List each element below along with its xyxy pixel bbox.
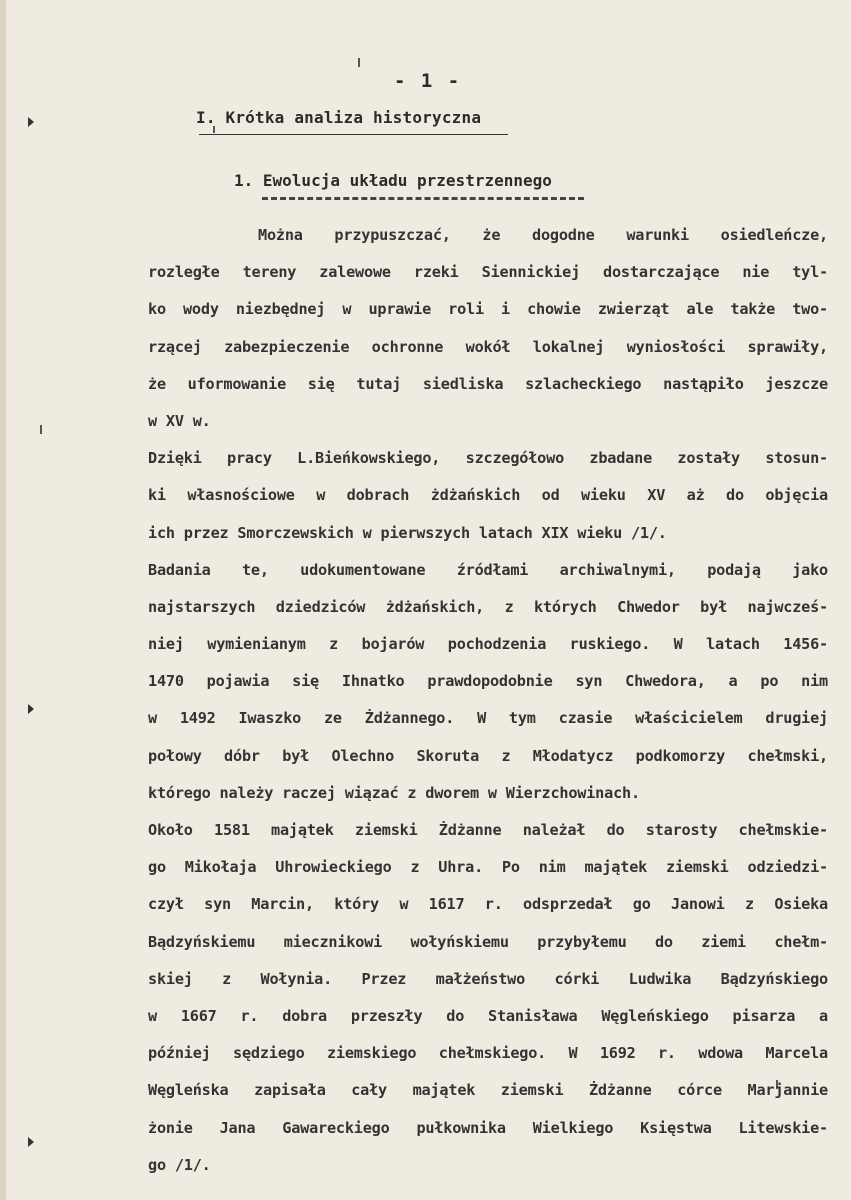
text-line: że uformowanie się tutaj siedliska szlacheckiego nastąpiło jeszcze <box>148 374 828 393</box>
text-line: w XV w. <box>148 411 211 430</box>
margin-mark <box>28 117 34 127</box>
text-line: go /1/. <box>148 1155 211 1174</box>
text-line: Można przypuszczać, że dogodne warunki osiedleńcze, <box>258 226 828 244</box>
text-line: połowy dóbr był Olechno Skoruta z Młodatycz podkomorzy chełmski, <box>148 746 828 765</box>
text-line: Węgleńska zapisała cały majątek ziemski Żdżanne córce Marjannie <box>148 1081 828 1100</box>
text-line: Około 1581 majątek ziemski Żdżanne należał do starosty chełmskie- <box>148 821 828 839</box>
margin-tick <box>213 126 215 133</box>
margin-tick <box>358 58 360 67</box>
text-line: 1470 pojawia się Ihnatko prawdopodobnie syn Chwedora, a po nim <box>148 672 828 691</box>
text-line: najstarszych dziedziców żdżańskich, z których Chwedor był najwcześ- <box>148 597 828 616</box>
text-line: ki własnościowe w dobrach żdżańskich od wieku XV aż do objęcia <box>148 486 828 505</box>
body-text <box>148 217 828 1184</box>
text-line: w 1492 Iwaszko ze Żdżannego. W tym czasie właścicielem drugiej <box>148 709 828 728</box>
text-line: niej wymienianym z bojarów pochodzenia ruskiego. W latach 1456- <box>148 635 828 654</box>
page-number: - 1 - <box>394 70 462 92</box>
subsection-title-underline <box>262 197 584 200</box>
section-title-underline <box>199 134 508 135</box>
text-line: ko wody niezbędnej w uprawie roli i chowie zwierząt ale także two- <box>148 300 828 319</box>
margin-mark <box>28 704 34 714</box>
section-title: I. Krótka analiza historyczna <box>196 108 482 127</box>
text-line: Badania te, udokumentowane źródłami archiwalnymi, podają jako <box>148 560 828 579</box>
text-line: ich przez Smorczewskich w pierwszych latach XIX wieku /1/. <box>148 523 667 542</box>
text-line: później sędziego ziemskiego chełmskiego. W 1692 r. wdowa Marcela <box>148 1044 828 1063</box>
margin-mark <box>28 1137 34 1147</box>
margin-tick <box>40 425 42 434</box>
text-line: czył syn Marcin, który w 1617 r. odsprzedał go Janowi z Osieka <box>148 895 828 914</box>
subsection-title: 1. Ewolucja układu przestrzennego <box>234 171 552 190</box>
text-line: żonie Jana Gawareckiego pułkownika Wielkiego Księstwa Litewskie- <box>148 1118 828 1137</box>
text-line: go Mikołaja Uhrowieckiego z Uhra. Po nim majątek ziemski odziedzi- <box>148 858 828 877</box>
text-line: skiej z Wołynia. Przez małżeństwo córki Ludwika Bądzyńskiego <box>148 969 828 988</box>
text-line: w 1667 r. dobra przeszły do Stanisława Węgleńskiego pisarza a <box>148 1006 828 1025</box>
text-line: Dzięki pracy L.Bieńkowskiego, szczegółowo zbadane zostały stosun- <box>148 449 828 468</box>
text-line: rozległe tereny zalewowe rzeki Siennickiej dostarczające nie tyl- <box>148 263 828 282</box>
text-line: którego należy raczej wiązać z dworem w Wierzchowinach. <box>148 783 640 802</box>
text-line: Bądzyńskiemu miecznikowi wołyńskiemu przybyłemu do ziemi chełm- <box>148 932 828 951</box>
text-line: rzącej zabezpieczenie ochronne wokół lokalnej wyniosłości sprawiły, <box>148 337 828 356</box>
